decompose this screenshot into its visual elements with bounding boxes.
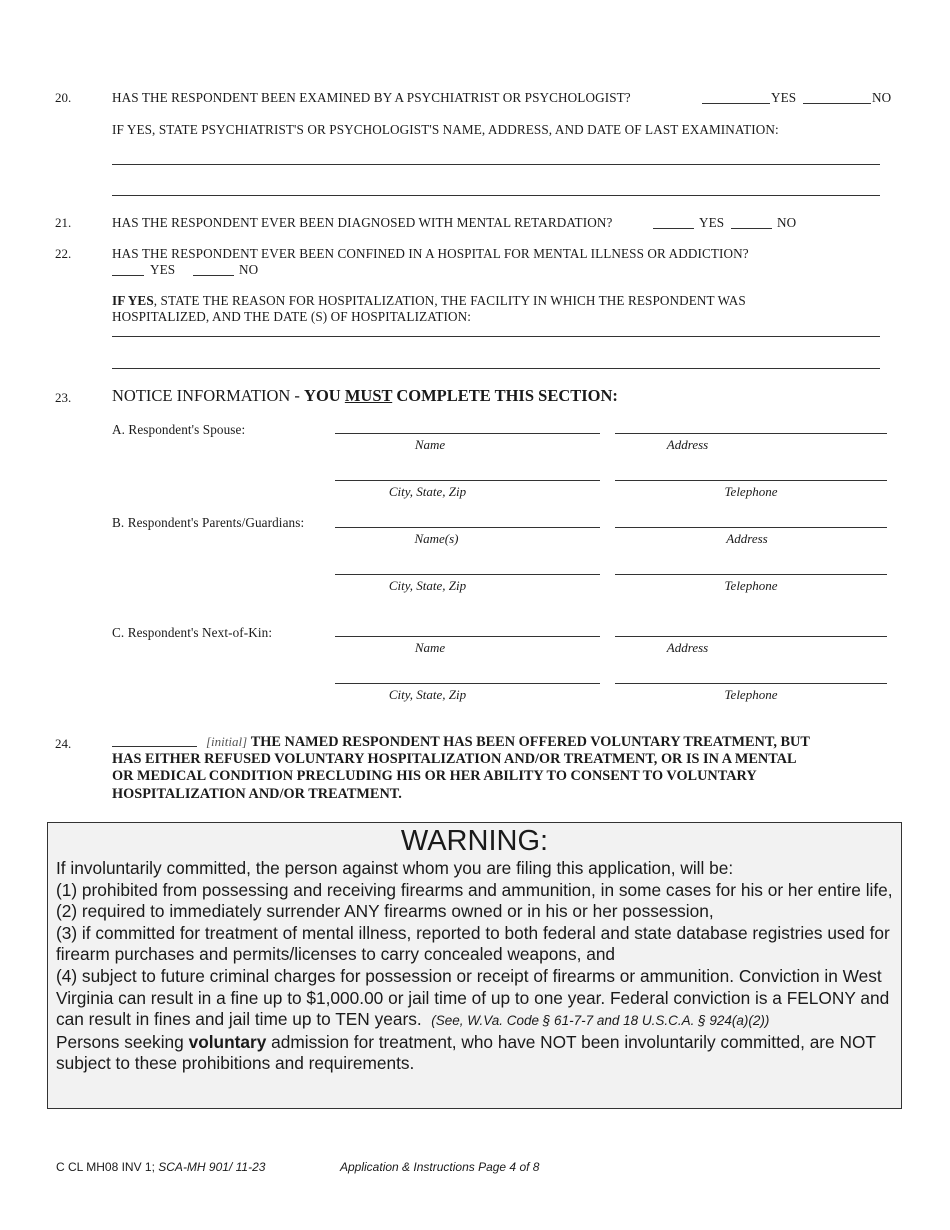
q22-answer-line-1[interactable] [112,336,880,337]
q22-followup-line1 [112,293,746,309]
q20-no-label: NO [872,90,892,105]
spouse-city-caption: City, State, Zip [388,484,467,499]
warning-closing-pre: Persons seeking [56,1031,189,1052]
warning-item-4-text: (4) subject to future criminal charges for possession or receipt of firearms or ammunition. Conviction in West Virginia can result in a fine up to $1,000.00 or jail time of up to one year. Federal conviction is a FELONY and can result in fines and jail time up to TEN years. [56,965,890,1030]
q22-no-label: NO [239,262,259,277]
q21-yes-blank[interactable] [653,228,694,229]
footer-form-id [56,1160,265,1174]
parents-label: B. Respondent's Parents/Guardians: [112,515,305,530]
q22-yes-label: YES [150,262,176,277]
q22-followup-bold: IF YES [112,293,154,308]
q23-heading-plain: NOTICE INFORMATION - [112,386,305,405]
warning-title: WARNING: [400,825,549,857]
q22-no-blank[interactable] [193,275,234,276]
q20-answer-line-2[interactable] [112,195,880,196]
q23-heading-must: MUST [344,386,393,405]
q21-no-blank[interactable] [731,228,772,229]
parents-name-caption: Name(s) [414,531,459,546]
warning-citation: (See, W.Va. Code § 61-7-7 and 18 U.S.C.A. § 924(a)(2)) [431,1013,770,1029]
kin-city-line[interactable] [335,683,600,684]
q22-followup-line2: HOSPITALIZED, AND THE DATE (S) OF HOSPITALIZATION: [112,309,472,324]
footer-page: Application & Instructions Page 4 of 8 [340,1160,540,1174]
spouse-name-caption: Name [414,437,446,452]
q24-line1 [206,734,810,751]
spouse-label: A. Respondent's Spouse: [112,422,246,437]
footer-form-id-plain: C CL MH08 INV 1; [56,1160,159,1174]
kin-city-caption: City, State, Zip [388,687,467,702]
parents-address-line[interactable] [615,527,887,528]
parents-address-caption: Address [726,531,768,546]
q21-no-label: NO [777,215,797,230]
q23-heading-bold1: YOU [304,386,345,405]
warning-item-4 [56,966,896,1032]
q20-yes-blank[interactable] [702,103,770,104]
q23-heading [112,386,618,406]
q22-number: 22. [55,246,72,261]
q22-yes-blank[interactable] [112,275,144,276]
q22-followup-text: , STATE THE REASON FOR HOSPITALIZATION, THE FACILITY IN WHICH THE RESPONDENT WAS [153,293,746,308]
q23-number: 23. [55,390,72,405]
warning-closing-post: admission for treatment, who have NOT been involuntarily committed, are NOT subject to these prohibitions and requirements. [56,1031,876,1074]
q22-question: HAS THE RESPONDENT EVER BEEN CONFINED IN A HOSPITAL FOR MENTAL ILLNESS OR ADDICTION? [112,246,749,261]
kin-name-line[interactable] [335,636,600,637]
spouse-city-line[interactable] [335,480,600,481]
q24-line4: HOSPITALIZATION AND/OR TREATMENT. [112,786,402,802]
spouse-telephone-caption: Telephone [724,484,778,499]
kin-name-caption: Name [414,640,446,655]
spouse-address-caption: Address [666,437,709,452]
q24-line2: HAS EITHER REFUSED VOLUNTARY HOSPITALIZATION AND/OR TREATMENT, OR IS IN A MENTAL [112,751,797,767]
q21-question: HAS THE RESPONDENT EVER BEEN DIAGNOSED WITH MENTAL RETARDATION? [112,215,613,230]
q24-number: 24. [55,736,72,751]
warning-closing [56,1032,896,1075]
warning-closing-bold: voluntary [188,1031,267,1052]
q20-no-blank[interactable] [803,103,871,104]
q24-initial-blank[interactable] [112,746,197,747]
q24-line3: OR MEDICAL CONDITION PRECLUDING HIS OR HER ABILITY TO CONSENT TO VOLUNTARY [112,768,757,784]
footer-form-id-italic: SCA-MH 901/ 11-23 [158,1160,266,1174]
spouse-address-line[interactable] [615,433,887,434]
warning-item-1: (1) prohibited from possessing and receiving firearms and ammunition, in some cases for his or her entire life, [56,879,893,900]
q23-heading-bold2: COMPLETE THIS SECTION: [392,386,618,405]
warning-body [56,858,896,1075]
parents-telephone-line[interactable] [615,574,887,575]
q21-number: 21. [55,215,72,230]
kin-address-caption: Address [666,640,709,655]
q20-question: HAS THE RESPONDENT BEEN EXAMINED BY A PSYCHIATRIST OR PSYCHOLOGIST? [112,90,631,105]
parents-city-caption: City, State, Zip [388,578,467,593]
q24-initial-label: [initial] [206,734,248,749]
q22-answer-line-2[interactable] [112,368,880,369]
q24-line1-text: THE NAMED RESPONDENT HAS BEEN OFFERED VOLUNTARY TREATMENT, BUT [250,734,810,750]
q20-answer-line-1[interactable] [112,164,880,165]
warning-item-2: (2) required to immediately surrender ANY firearms owned or in his or her possession, [56,901,714,922]
warning-box [47,822,902,1109]
spouse-name-line[interactable] [335,433,600,434]
parents-telephone-caption: Telephone [724,578,778,593]
kin-address-line[interactable] [615,636,887,637]
warning-item-3: (3) if committed for treatment of mental illness, reported to both federal and state database registries used for firearm purchases and permits/licenses to carry concealed weapons, and [56,922,890,965]
spouse-telephone-line[interactable] [615,480,887,481]
parents-name-line[interactable] [335,527,600,528]
q20-number: 20. [55,90,72,105]
parents-city-line[interactable] [335,574,600,575]
q21-yes-label: YES [699,215,725,230]
q20-yes-label: YES [771,90,797,105]
q20-followup: IF YES, STATE PSYCHIATRIST'S OR PSYCHOLOGIST'S NAME, ADDRESS, AND DATE OF LAST EXAMINATION: [112,122,779,137]
kin-telephone-line[interactable] [615,683,887,684]
warning-intro: If involuntarily committed, the person against whom you are filing this application, will be: [56,858,734,878]
kin-label: C. Respondent's Next-of-Kin: [112,625,273,640]
kin-telephone-caption: Telephone [724,687,778,702]
